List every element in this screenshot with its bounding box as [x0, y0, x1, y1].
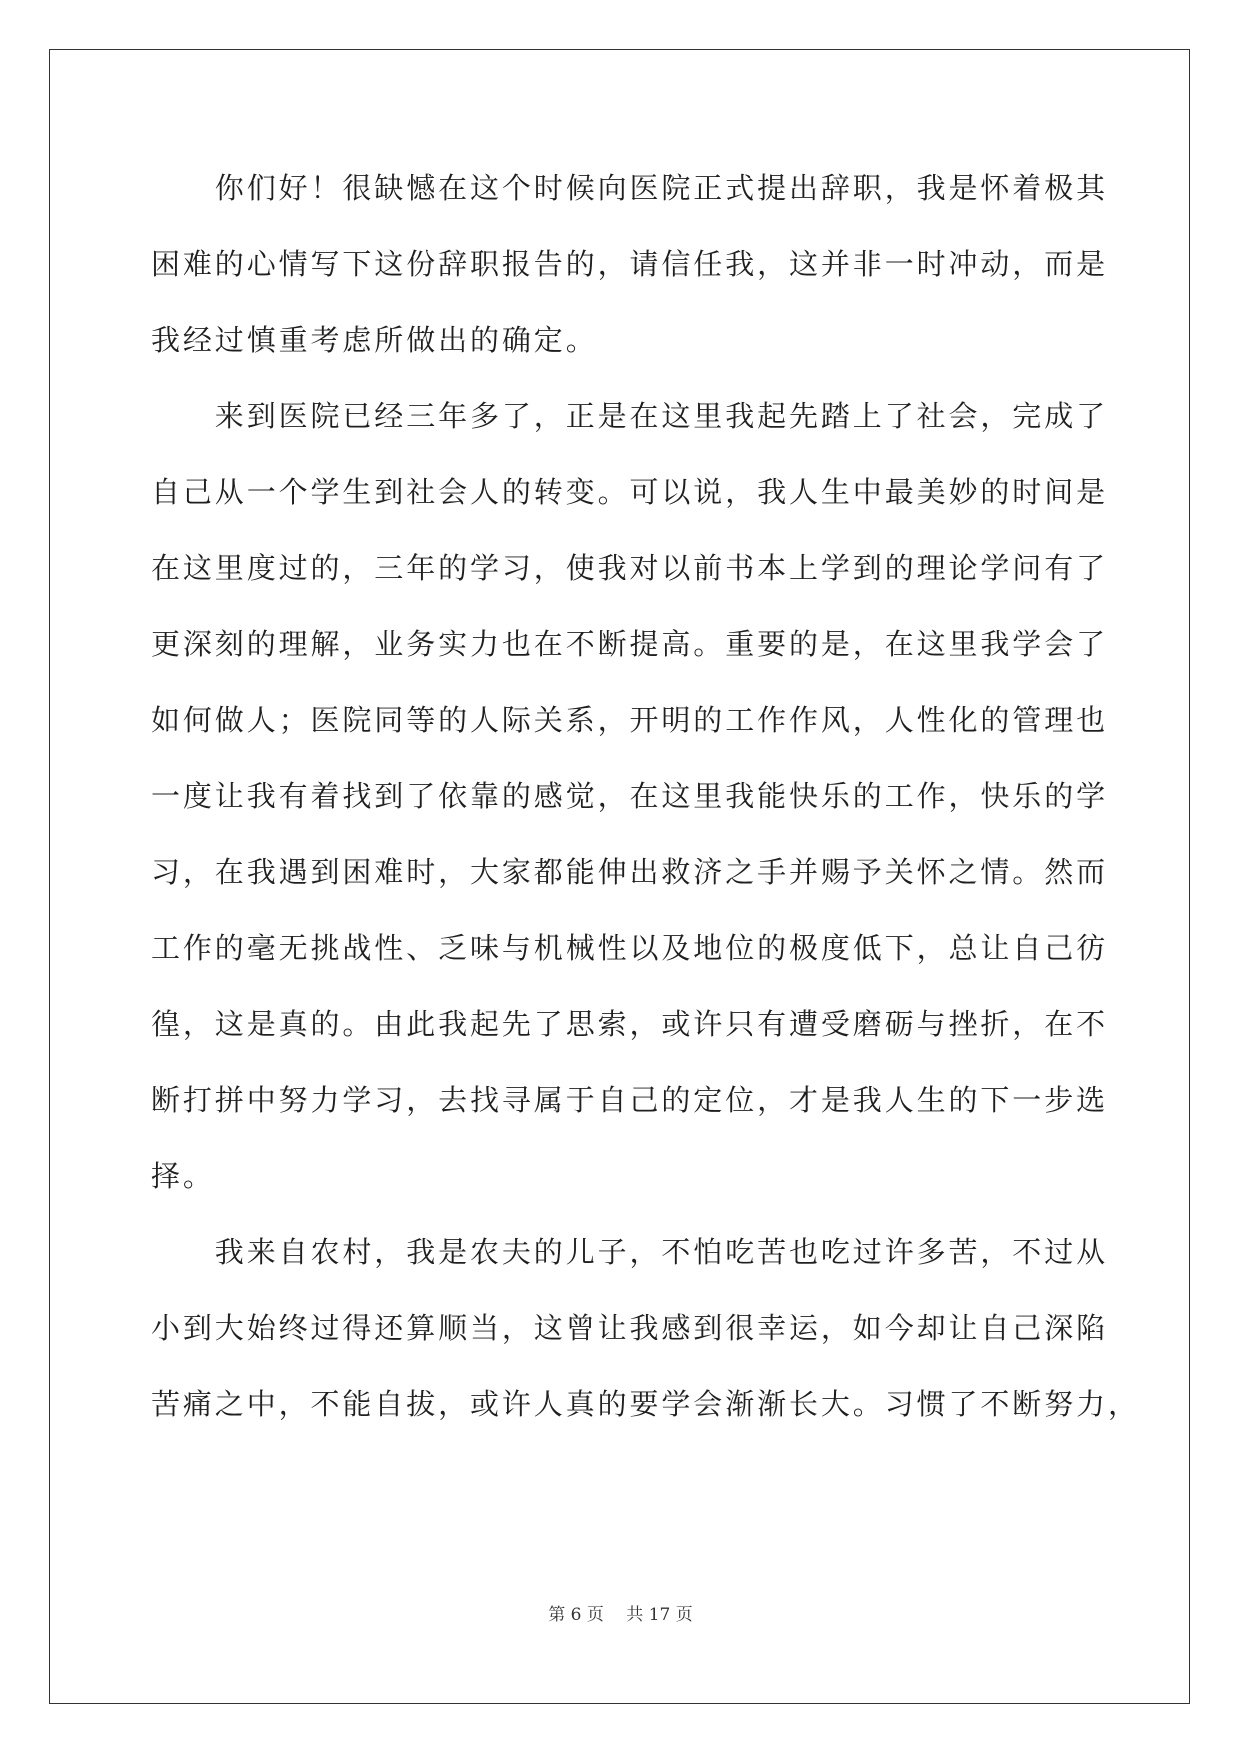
text-line: 苦痛之中，不能自拔，或许人真的要学会渐渐长大。习惯了不断努力，	[151, 1387, 1140, 1421]
text-line: 自己从一个学生到社会人的转变。可以说，我人生中最美妙的时间是	[151, 475, 1109, 509]
text-line: 工作的毫无挑战性、乏味与机械性以及地位的极度低下，总让自己彷	[151, 931, 1109, 965]
text-line: 你们好！很缺憾在这个时候向医院正式提出辞职，我是怀着极其	[151, 171, 1109, 205]
text-line: 我来自农村，我是农夫的儿子，不怕吃苦也吃过许多苦，不过从	[151, 1235, 1109, 1269]
text-line: 断打拼中努力学习，去找寻属于自己的定位，才是我人生的下一步选	[151, 1083, 1109, 1117]
text-line: 小到大始终过得还算顺当，这曾让我感到很幸运，如今却让自己深陷	[151, 1311, 1109, 1345]
text-line: 如何做人；医院同等的人际关系，开明的工作作风，人性化的管理也	[151, 703, 1109, 737]
text-line: 习，在我遇到困难时，大家都能伸出救济之手并赐予关怀之情。然而	[151, 855, 1109, 889]
text-line: 择。	[151, 1159, 215, 1193]
text-line: 来到医院已经三年多了，正是在这里我起先踏上了社会，完成了	[151, 399, 1109, 433]
text-line: 困难的心情写下这份辞职报告的，请信任我，这并非一时冲动，而是	[151, 247, 1109, 281]
text-line: 徨，这是真的。由此我起先了思索，或许只有遭受磨砺与挫折，在不	[151, 1007, 1109, 1041]
text-line: 一度让我有着找到了依靠的感觉，在这里我能快乐的工作，快乐的学	[151, 779, 1109, 813]
text-line: 更深刻的理解，业务实力也在不断提高。重要的是，在这里我学会了	[151, 627, 1109, 661]
text-line: 我经过慎重考虑所做出的确定。	[151, 323, 598, 357]
text-line: 在这里度过的，三年的学习，使我对以前书本上学到的理论学问有了	[151, 551, 1109, 585]
page-number-footer: 第 6 页 共 17 页	[548, 1605, 693, 1625]
